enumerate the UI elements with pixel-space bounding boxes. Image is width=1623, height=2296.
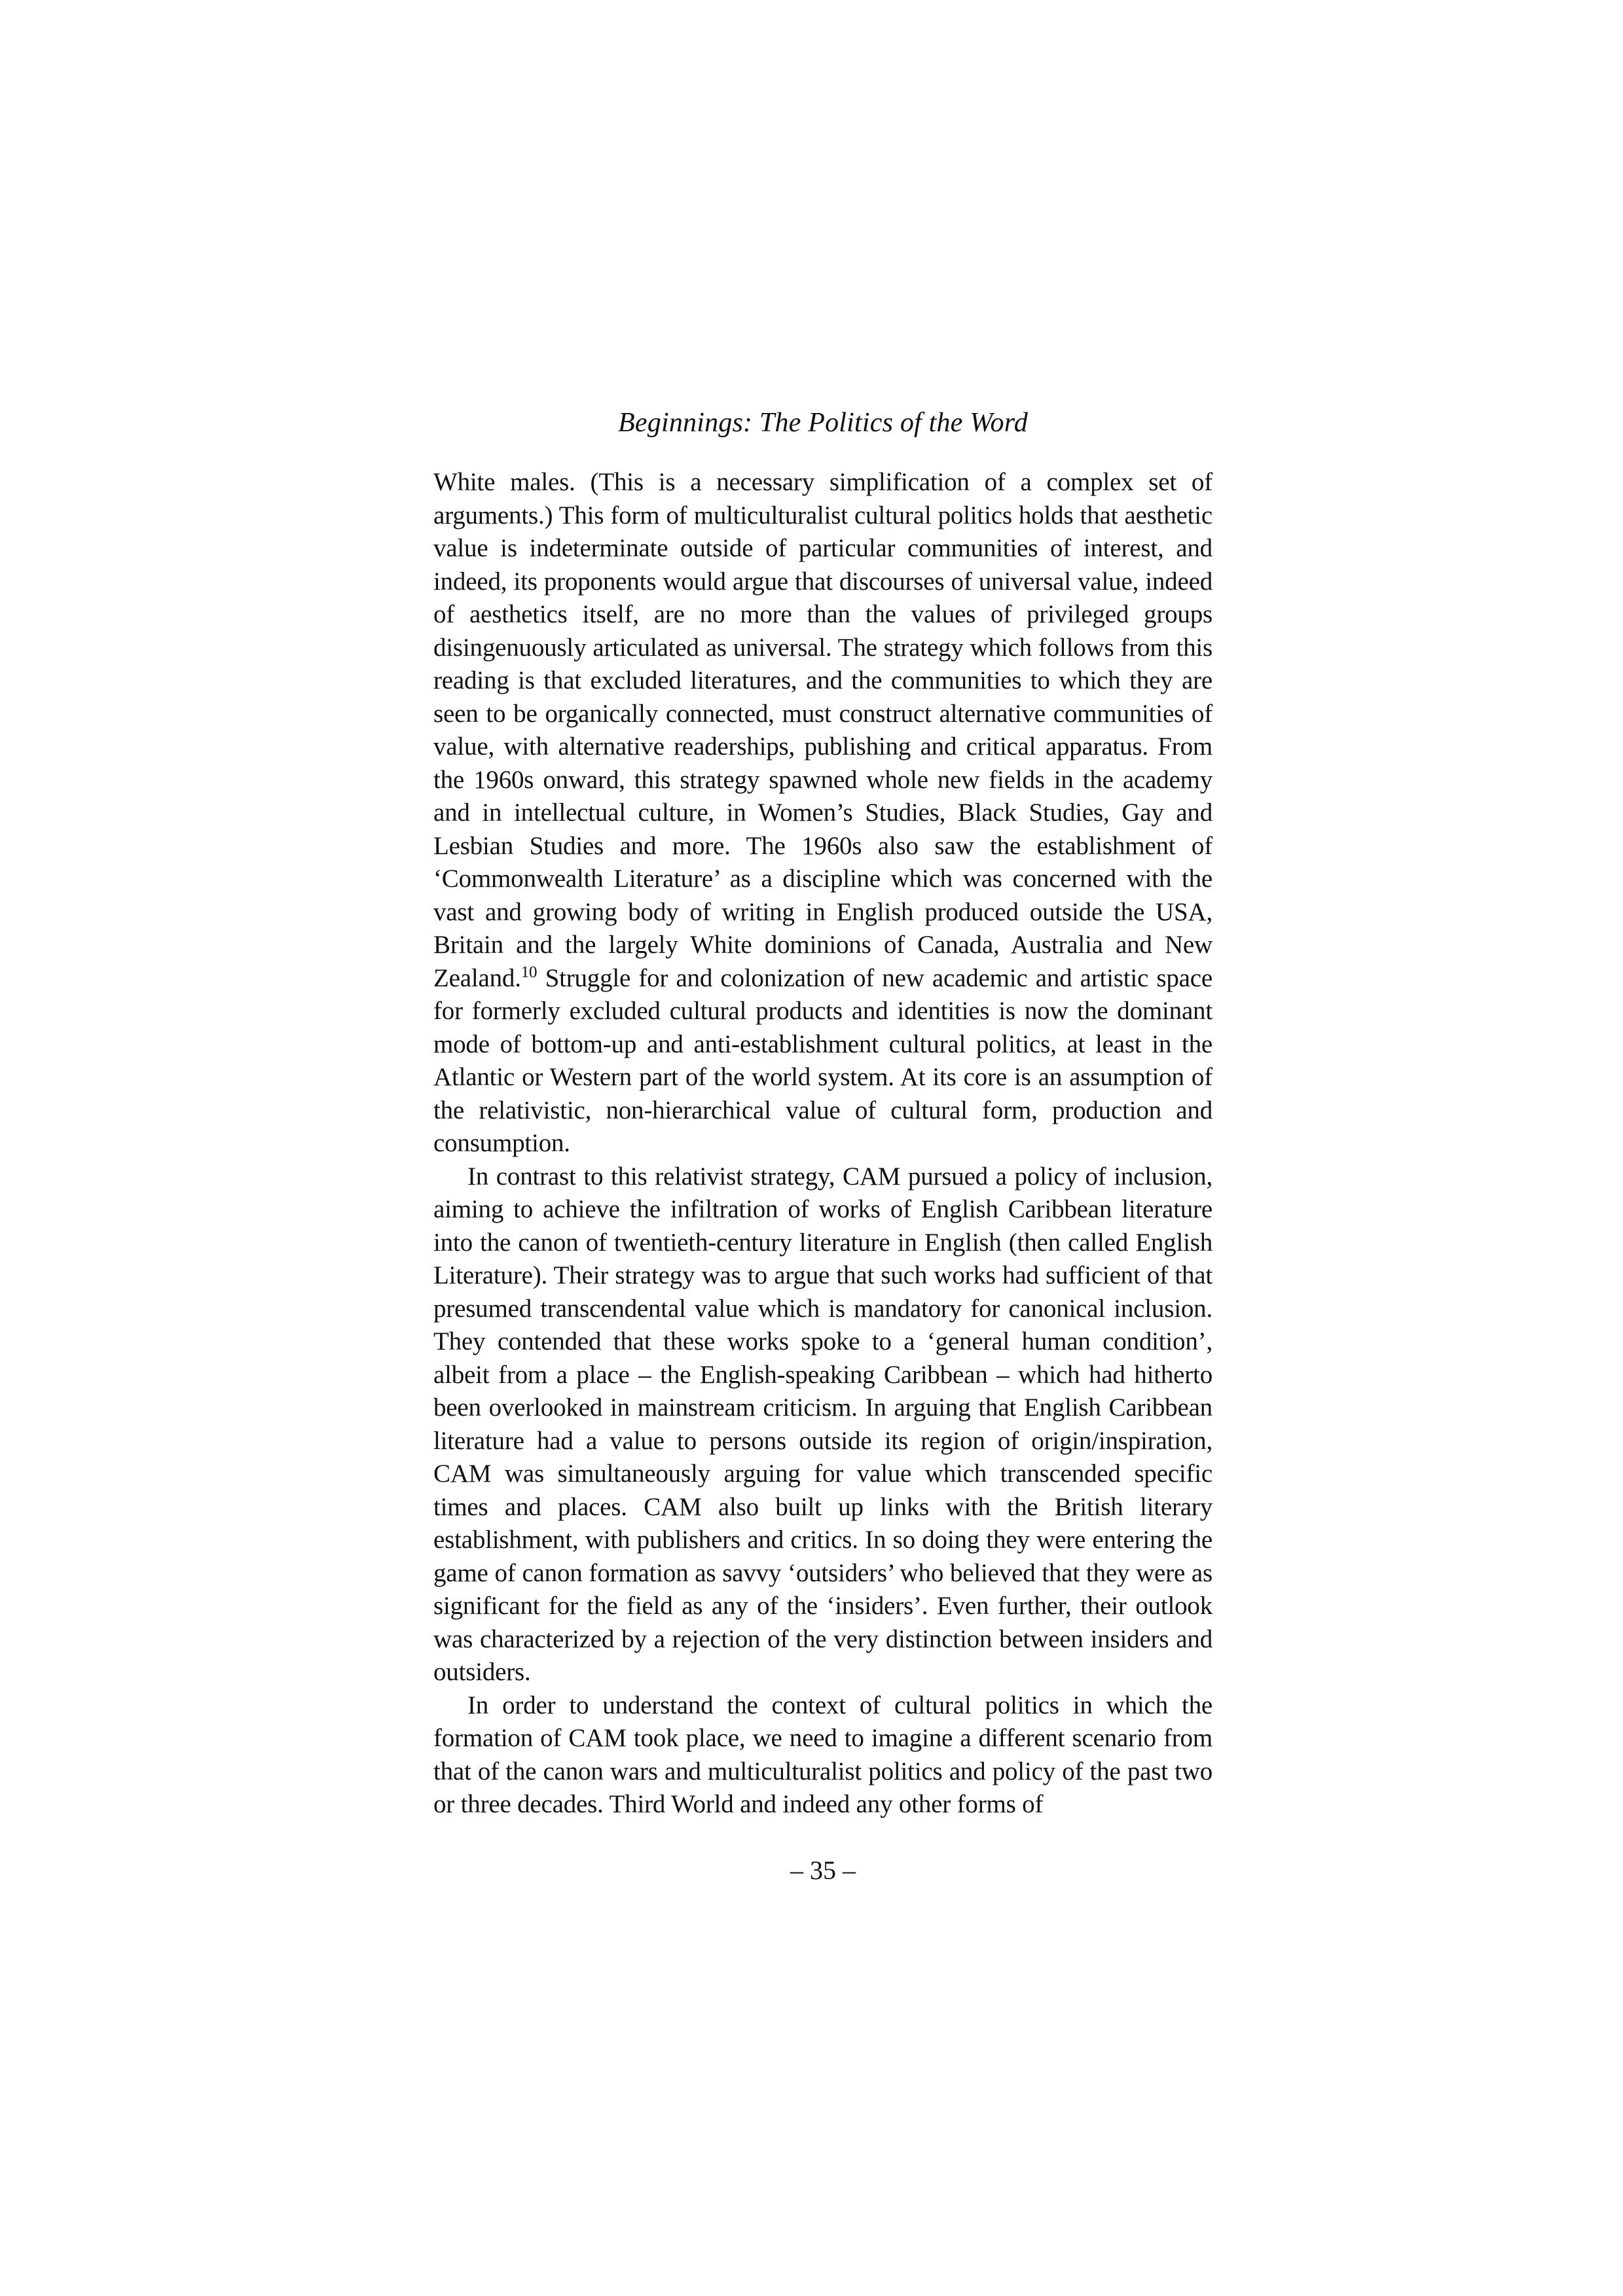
- paragraph: [433, 466, 1213, 1160]
- body-text: [433, 466, 1213, 1821]
- paragraph: [433, 1689, 1213, 1821]
- paragraph-text: In order to understand the context of cultural politics in which the formation of CAM took place, we need to imagine a different scenario from that of the canon wars and multiculturalist politics and policy of the past two or three decades. Third World and indeed any other forms of: [433, 1691, 1213, 1818]
- page-number: – 35 –: [790, 1856, 856, 1885]
- paragraph-text: Struggle for and colonization of new academic and artistic space for formerly excluded cultural products and identities is now the dominant mode of bottom-up and anti-establishment cultural politics, at least in the Atlantic or Western part of the world system. At its core is an assumption of the relativistic, non-hierarchical value of cultural form, production and consumption.: [433, 963, 1213, 1157]
- paragraph-text: In contrast to this relativist strategy, CAM pursued a policy of inclusion, aiming to achieve the infiltration of works of English Caribbean literature into the canon of twentieth-century literature in English (then called English Literature). Their strategy was to argue that such works had sufficient of that presumed transcendental value which is mandatory for canonical inclusion. They contended that these works spoke to a ‘general human condition’, albeit from a place – the English-speaking Caribbean – which had hitherto been overlooked in mainstream criticism. In arguing that English Caribbean literature had a value to persons outside its region of origin/inspiration, CAM was simultaneously arguing for value which transcended specific times and places. CAM also built up links with the British literary establishment, with publishers and critics. In so doing they were entering the game of canon formation as savvy ‘outsiders’ who believed that they were as significant for the field as any of the ‘insiders’. Even further, their outlook was characterized by a rejection of the very distinction between insiders and outsiders.: [433, 1162, 1213, 1686]
- paragraph: [433, 1160, 1213, 1689]
- running-head: Beginnings: The Politics of the Word: [618, 408, 1028, 438]
- footnote-reference: 10: [520, 963, 538, 981]
- paragraph-text: White males. (This is a necessary simplification of a complex set of arguments.) This form of multiculturalist cultural politics holds that aesthetic value is indeterminate outside of particular communities of interest, and indeed, its proponents would argue that discourses of universal value, indeed of aesthetics itself, are no more than the values of privileged groups disingenuously articulated as universal. The strategy which follows from this reading is that excluded literatures, and the communities to which they are seen to be organically connected, must construct alternative communities of value, with alternative readerships, publishing and critical apparatus. From the 1960s onward, this strategy spawned whole new fields in the academy and in intellectual culture, in Women’s Studies, Black Studies, Gay and Lesbian Studies and more. The 1960s also saw the establishment of ‘Commonwealth Literature’ as a discipline which was concerned with the vast and growing body of writing in English produced outside the USA, Britain and the largely White dominions of Canada, Australia and New Zealand.: [433, 468, 1213, 992]
